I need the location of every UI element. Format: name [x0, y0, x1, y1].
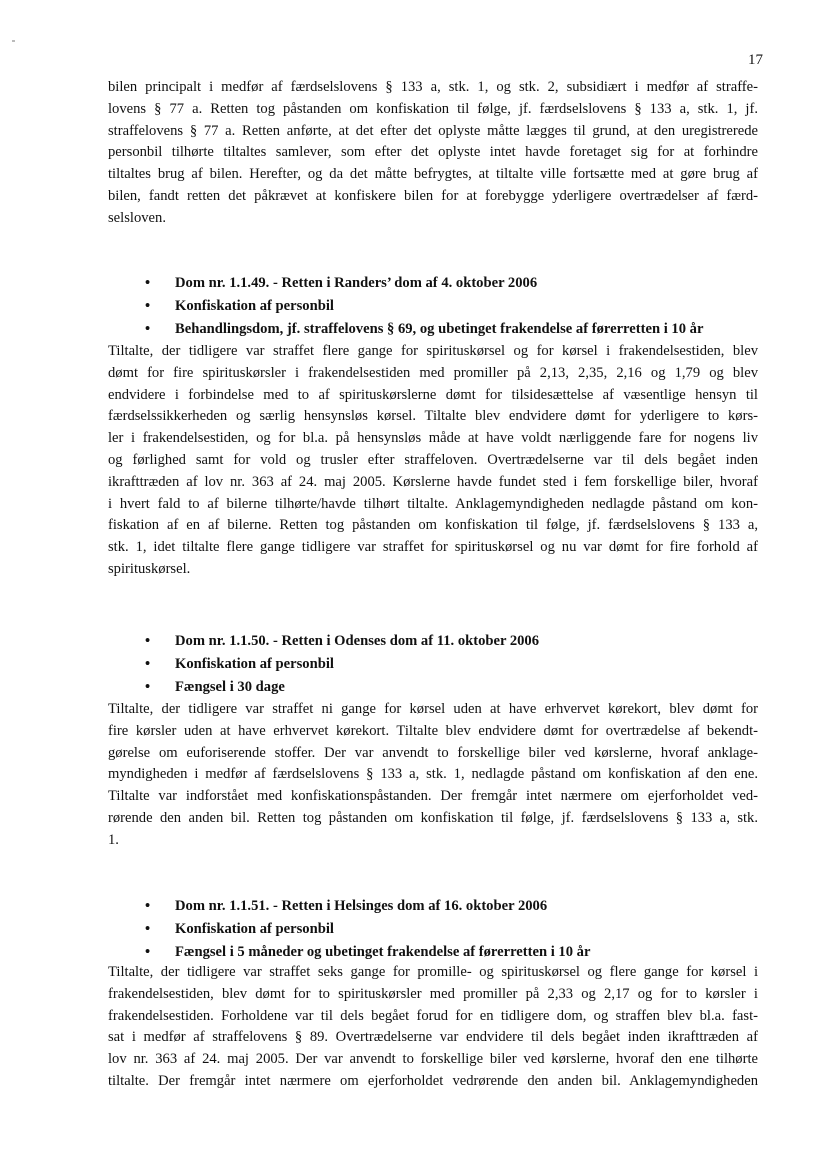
bullet-icon: •	[145, 921, 151, 937]
case-header-list	[145, 272, 703, 341]
text-line: 1.	[108, 831, 119, 848]
text-line: lovens § 77 a. Retten tog påstanden om konfiskation til følge, jf. færdselslovens § 133 a, stk. 1, jf.	[108, 100, 758, 117]
scan-speck	[12, 40, 15, 42]
text-line: Tiltalte var indforstået med konfiskationspåstanden. Der fremgår intet nærmere om ejerforholdet ved-	[108, 788, 758, 805]
text-line: færdselssikkerheden og særlig hensynsløs kørsel. Tiltalte blev endvidere dømt for yderligere to kørs-	[108, 408, 758, 425]
bullet-icon: •	[145, 321, 151, 337]
text-line: straffelovens § 77 a. Retten anførte, at det efter det oplyste måtte lægges til grund, at den uregistrerede	[108, 122, 758, 139]
case-header-text: Dom nr. 1.1.51. - Retten i Helsinges dom af 16. oktober 2006	[175, 898, 548, 914]
case-header-text: Dom nr. 1.1.50. - Retten i Odenses dom af 11. oktober 2006	[175, 633, 540, 649]
case-header-item	[145, 630, 539, 653]
case-paragraph	[108, 341, 758, 581]
case-header-item	[145, 941, 590, 964]
bullet-icon: •	[145, 275, 151, 291]
text-line: lov nr. 363 af 24. maj 2005. Der var anvendt to forskellige biler ved kørslerne, hvoraf den ene tilhørte	[108, 1051, 758, 1068]
text-line: frakendelsestiden. Forholdene var til dels begået forud for en tidligere dom, og straffen blev bl.a. fast-	[108, 1007, 758, 1024]
text-line: endvidere i forbindelse med to af spirituskørslerne dømt for tilsidesættelse af væsentlige hensyn til	[108, 386, 758, 403]
case-header-item	[145, 895, 590, 918]
text-line: fire kørsler uden at have erhvervet kørekort. Tiltalte blev endvidere dømt for overtrædelse af bekendt-	[108, 722, 758, 739]
case-header-list	[145, 630, 539, 699]
case-paragraph	[108, 77, 758, 230]
page-number: 17	[748, 52, 763, 68]
text-line: spirituskørsel.	[108, 560, 191, 577]
text-line: bilen, fandt retten det påkrævet at konfiskere bilen for at forebygge yderligere overtrædelser af færd-	[108, 187, 758, 204]
case-header-item	[145, 918, 590, 941]
text-line: selsloven.	[108, 209, 166, 226]
case-paragraph	[108, 962, 758, 1093]
case-header-item	[145, 653, 539, 676]
bullet-icon: •	[145, 679, 151, 695]
case-header-item	[145, 318, 703, 341]
text-line: tiltaltes brug af bilen. Herefter, og da det måtte befrygtes, at tiltalte ville fortsætte med at gøre brug af	[108, 166, 758, 183]
text-line: Tiltalte, der tidligere var straffet ni gange for kørsel uden at have erhvervet kørekort, blev dømt for	[108, 701, 758, 717]
case-header-text: Dom nr. 1.1.49. - Retten i Randers’ dom af 4. oktober 2006	[175, 275, 538, 291]
text-line: fiskation af en af bilerne. Retten tog påstanden om konfiskation til følge, jf. færdselslovens § 133 a,	[108, 517, 758, 534]
case-header-text: Fængsel i 5 måneder og ubetinget frakendelse af førerretten i 10 år	[175, 944, 591, 960]
case-header-item	[145, 295, 703, 318]
text-line: Tiltalte, der tidligere var straffet flere gange for spirituskørsel og for kørsel i frakendelsestiden, blev	[108, 343, 758, 359]
text-line: i hvert fald to af bilerne tilhørte/havde tilhørt tiltalte. Anklagemyndigheden nedlagde påstand om kon-	[108, 495, 758, 512]
case-paragraph	[108, 699, 758, 852]
text-line: personbil tilhørte tiltaltes samlever, som efter det oplyste intet havde foretaget sig for at forhindre	[108, 144, 758, 161]
case-header-text: Konfiskation af personbil	[175, 298, 334, 314]
text-line: myndigheden i medfør af færdselslovens § 133 a, stk. 1, nedlagde påstand om konfiskation af den ene.	[108, 766, 758, 783]
text-line: tiltalte. Der fremgår intet nærmere om ejerforholdet vedrørende den anden bil. Anklagemyndigheden	[108, 1072, 758, 1089]
text-line: Tiltalte, der tidligere var straffet seks gange for promille- og spirituskørsel og flere gange for kørsel i	[108, 964, 758, 980]
case-header-text: Konfiskation af personbil	[175, 656, 334, 672]
text-line: sat i medfør af straffelovens § 89. Overtrædelserne var endvidere til dels begået inden ikrafttræden af	[108, 1029, 758, 1046]
bullet-icon: •	[145, 898, 151, 914]
case-header-text: Fængsel i 30 dage	[175, 679, 285, 695]
text-line: og førlighed samt for vold og trusler efter straffeloven. Overtrædelserne var til dels begået inden	[108, 451, 758, 468]
text-line: ikrafttræden af lov nr. 363 af 24. maj 2005. Kørslerne havde fundet sted i fem forskellige biler, hvoraf	[108, 473, 758, 490]
bullet-icon: •	[145, 944, 151, 960]
case-header-item	[145, 272, 703, 295]
bullet-icon: •	[145, 298, 151, 314]
case-header-text: Behandlingsdom, jf. straffelovens § 69, og ubetinget frakendelse af førerretten i 10 år	[175, 321, 704, 337]
text-line: dømt for fire spirituskørsler i frakendelsestiden med promiller på 2,13, 2,35, 2,16 og 1,79 og blev	[108, 364, 758, 381]
bullet-icon: •	[145, 633, 151, 649]
text-line: bilen principalt i medfør af færdselslovens § 133 a, stk. 1, og stk. 2, subsidiært i medfør af straffe-	[108, 79, 758, 95]
text-line: rørende den anden bil. Retten tog påstanden om konfiskation til følge, jf. færdselslovens § 133 a, stk.	[108, 809, 758, 826]
bullet-icon: •	[145, 656, 151, 672]
text-line: gørelse om euforiserende stoffer. Der var anvendt to forskellige biler ved kørslerne, hvoraf anklage-	[108, 744, 758, 761]
text-line: ler i frakendelsestiden, og for bl.a. på hensynsløs måde at have voldt nærliggende fare for nogens liv	[108, 430, 758, 447]
text-line: frakendelsestiden, blev dømt for to spirituskørsler med promiller på 2,33 og 2,17 og for to kørsler i	[108, 985, 758, 1002]
case-header-list	[145, 895, 590, 964]
case-header-text: Konfiskation af personbil	[175, 921, 334, 937]
case-header-item	[145, 676, 539, 699]
text-line: stk. 1, idet tiltalte flere gange tidligere var straffet for spirituskørsel og nu var dømt for fire forhold af	[108, 539, 758, 556]
